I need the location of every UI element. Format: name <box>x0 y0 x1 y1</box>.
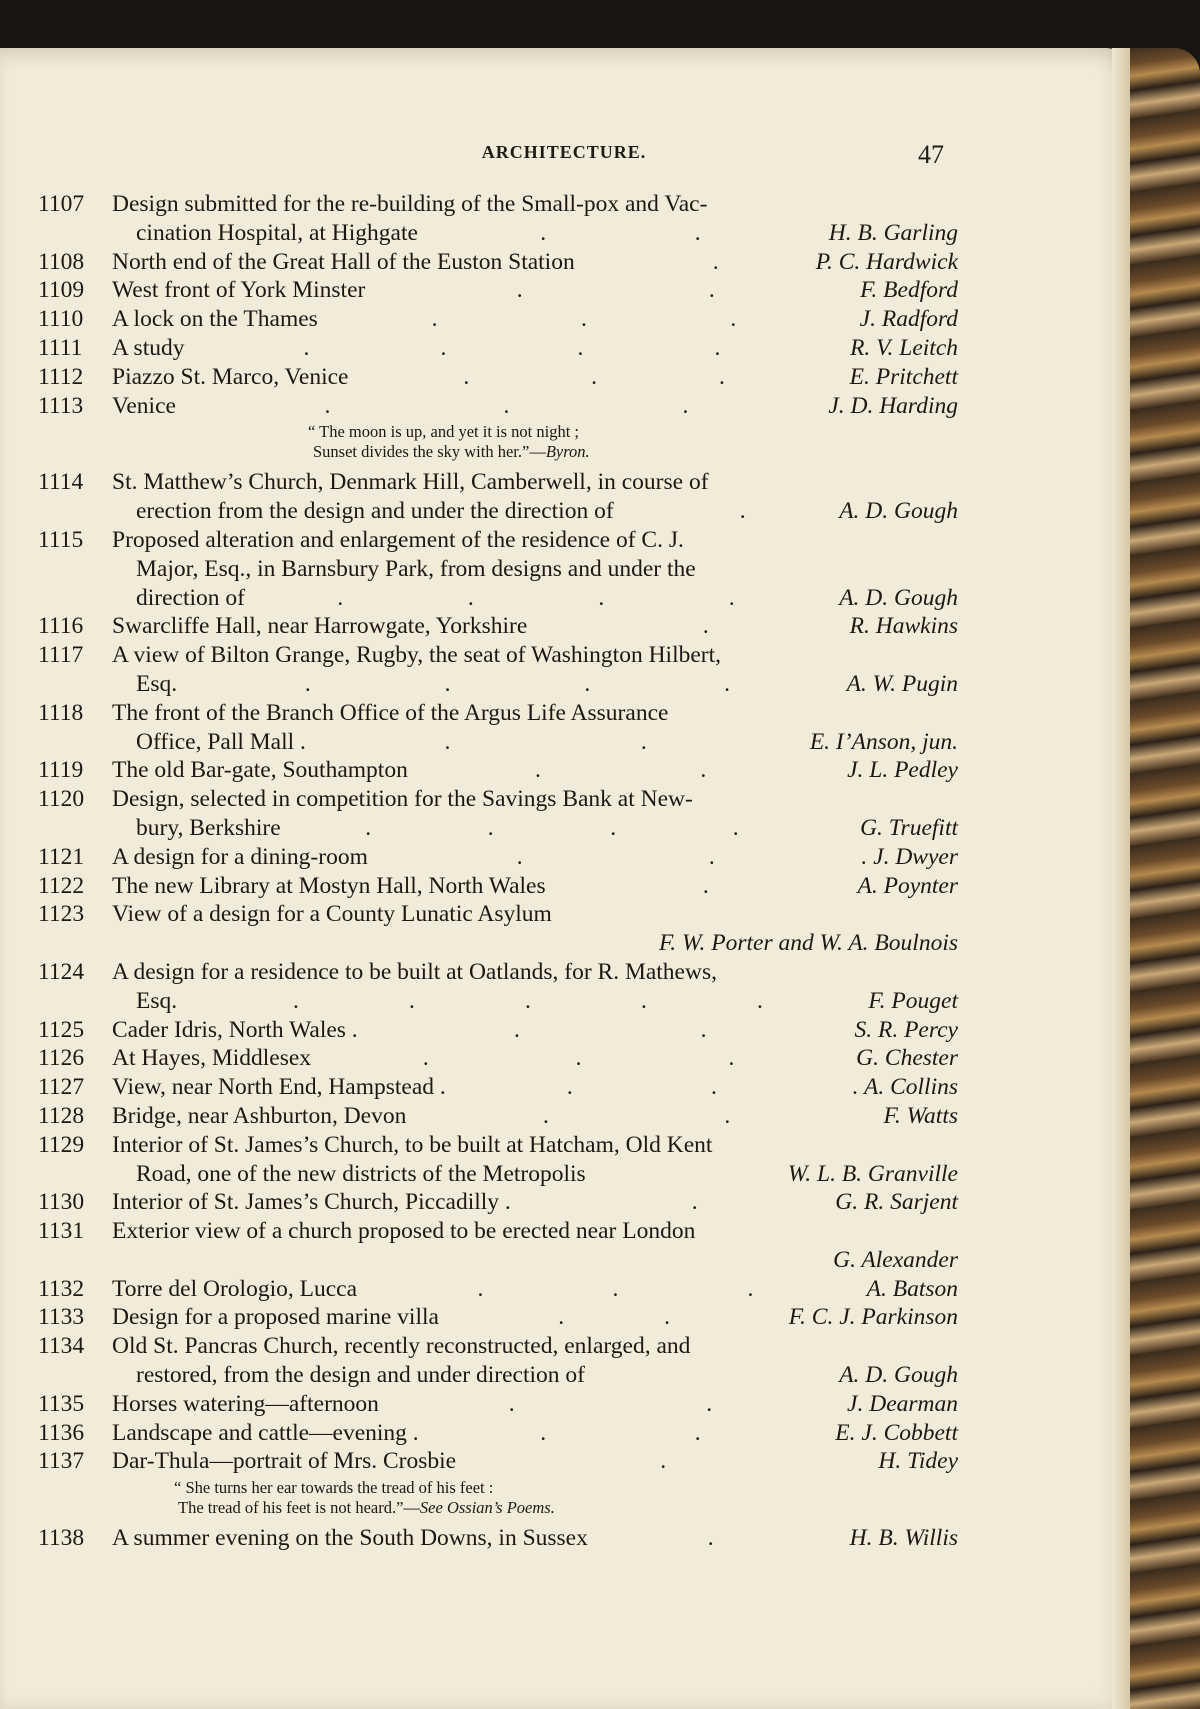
leader-dots: . . . . <box>337 584 735 611</box>
artist-name: F. C. J. Parkinson <box>788 1304 958 1331</box>
entry-title: View of a design for a County Lunatic Asylum <box>112 901 552 928</box>
artist-name: W. L. B. Granville <box>787 1160 958 1187</box>
leader-dots: . <box>702 872 709 899</box>
catalogue-entry <box>38 392 958 469</box>
entry-number: 1132 <box>38 1275 85 1302</box>
catalogue-entry <box>38 1303 958 1332</box>
entry-title: A lock on the Thames <box>112 306 318 333</box>
entry-line <box>38 363 958 392</box>
entry-line <box>38 785 958 814</box>
entry-title: Landscape and cattle—evening . <box>112 1419 419 1446</box>
entry-number: 1124 <box>38 958 85 985</box>
entry-number: 1108 <box>38 248 85 275</box>
catalogue-entry <box>38 958 958 1016</box>
artist-name: . A. Collins <box>852 1074 958 1101</box>
entry-title: At Hayes, Middlesex <box>112 1045 312 1072</box>
entry-title: Office, Pall Mall . <box>136 728 306 755</box>
entry-title: Interior of St. James’s Church, Piccadilly . <box>112 1189 511 1216</box>
leader-dots: . . . <box>463 363 725 390</box>
entry-line <box>38 1419 958 1448</box>
entry-line <box>38 276 958 305</box>
artist-name: R. Hawkins <box>849 613 958 640</box>
entry-title: Venice <box>112 392 176 419</box>
entry-title: St. Matthew’s Church, Denmark Hill, Camberwell, in course of <box>112 469 709 496</box>
entry-title: Design, selected in competition for the Savings Bank at New- <box>112 786 693 813</box>
catalogue-entry <box>38 641 958 699</box>
catalogue-entry <box>38 756 958 785</box>
entry-title: bury, Berkshire <box>136 814 281 841</box>
entry-number: 1136 <box>38 1419 85 1446</box>
entry-line <box>38 843 958 872</box>
entry-number: 1134 <box>38 1333 85 1360</box>
quote-text: Sunset divides the sky with her.”— <box>313 442 546 462</box>
entry-line <box>38 1016 958 1045</box>
entry-number: 1127 <box>38 1074 85 1101</box>
entry-line <box>38 699 958 728</box>
leader-dots: . . . . <box>304 670 730 697</box>
entry-title: Proposed alteration and enlargement of the residence of C. J. <box>112 526 684 553</box>
entry-line <box>38 1102 958 1131</box>
entry-line <box>38 612 958 641</box>
quote-line <box>38 442 958 462</box>
catalogue-entry <box>38 468 958 526</box>
entry-number: 1138 <box>38 1525 85 1552</box>
catalogue-entry <box>38 1447 958 1524</box>
entry-title: Cader Idris, North Wales . <box>112 1016 358 1043</box>
leader-dots: . . <box>508 1390 713 1417</box>
entry-title: Esq. <box>136 670 178 697</box>
quote-line: “ The moon is up, and yet it is not night ; <box>308 422 580 442</box>
entry-title: erection from the design and under the direction of <box>136 498 614 525</box>
leader-dots: . . <box>444 728 647 755</box>
artist-name: A. D. Gough <box>839 1362 958 1389</box>
leader-dots: . . <box>540 1419 701 1446</box>
entry-title: The front of the Branch Office of the Argus Life Assurance <box>112 699 669 726</box>
entry-number: 1114 <box>38 469 84 496</box>
entry-number: 1126 <box>38 1045 85 1072</box>
catalogue-entry <box>38 1390 958 1419</box>
entry-line <box>38 468 958 497</box>
quote-text: The tread of his feet is not heard.”— <box>178 1498 420 1518</box>
entry-title: direction of <box>136 584 245 611</box>
catalogue-entry <box>38 248 958 277</box>
entry-number: 1111 <box>38 334 83 361</box>
catalogue-entry <box>38 1419 958 1448</box>
epigraph-quote <box>38 420 958 468</box>
entry-line <box>38 1044 958 1073</box>
catalogue-entry <box>38 1217 958 1275</box>
leader-dots: . <box>739 498 746 525</box>
artist-name: H. B. Willis <box>849 1525 958 1552</box>
entry-line <box>38 1073 958 1102</box>
entry-line <box>38 1361 958 1390</box>
entry-line <box>38 756 958 785</box>
entry-title: North end of the Great Hall of the Euston Station <box>112 248 575 275</box>
entry-line <box>38 1160 958 1189</box>
artist-name: F. Bedford <box>860 277 958 304</box>
entry-title: A design for a dining-room <box>112 843 368 870</box>
entry-title: Major, Esq., in Barnsbury Park, from designs and under the <box>136 555 696 582</box>
entry-number: 1109 <box>38 277 85 304</box>
catalogue-entry <box>38 363 958 392</box>
artist-name: A. D. Gough <box>839 498 958 525</box>
artist-name: . J. Dwyer <box>861 843 958 870</box>
entry-number: 1107 <box>38 191 85 217</box>
entry-number: 1115 <box>38 526 84 553</box>
artist-name: H. Tidey <box>878 1448 958 1475</box>
entry-line <box>38 190 958 219</box>
leader-dots: . . <box>558 1304 670 1331</box>
catalogue-entry <box>38 1016 958 1045</box>
page-number: 47 <box>918 140 944 169</box>
artist-name: G. Chester <box>856 1045 958 1072</box>
entry-line <box>38 728 958 757</box>
entry-title: A design for a residence to be built at Oatlands, for R. Mathews, <box>112 958 717 985</box>
entry-title: Interior of St. James’s Church, to be built at Hatcham, Old Kent <box>112 1131 713 1158</box>
entry-line <box>38 1447 958 1476</box>
catalogue-entry <box>38 699 958 757</box>
entry-title: cination Hospital, at Highgate <box>136 219 418 246</box>
entry-title: Dar-Thula—portrait of Mrs. Crosbie <box>112 1448 457 1475</box>
artist-name: F. Pouget <box>868 987 958 1014</box>
entry-line <box>38 584 958 613</box>
entry-title: Design submitted for the re-building of the Small-pox and Vac- <box>112 191 708 217</box>
catalogue-entry <box>38 843 958 872</box>
leader-dots: . . . . . <box>293 987 763 1014</box>
catalogue-entry <box>38 190 958 248</box>
leader-dots: . <box>691 1189 698 1216</box>
leader-dots: . <box>702 613 709 640</box>
leader-dots: . . . . <box>303 334 721 361</box>
entry-line <box>38 1131 958 1160</box>
entry-title: Horses watering—afternoon <box>112 1390 379 1417</box>
catalogue-entry <box>38 1332 958 1390</box>
leader-dots: . . . <box>324 392 689 419</box>
artist-name: A. Poynter <box>857 872 958 899</box>
catalogue-entry <box>38 1073 958 1102</box>
catalogue-entry <box>38 334 958 363</box>
entry-title: Bridge, near Ashburton, Devon <box>112 1102 407 1129</box>
section-title: ARCHITECTURE. <box>481 142 647 162</box>
artist-name: J. L. Pedley <box>847 757 958 784</box>
entry-number: 1128 <box>38 1102 85 1129</box>
leader-dots: . . <box>516 843 715 870</box>
leader-dots: . . <box>566 1074 717 1101</box>
catalogue-entry <box>38 900 958 958</box>
entry-title: Old St. Pancras Church, recently reconstructed, enlarged, and <box>112 1333 691 1360</box>
entry-line <box>38 1390 958 1419</box>
leader-dots: . . . <box>431 306 737 333</box>
entry-title: Design for a proposed marine villa <box>112 1304 439 1331</box>
artist-name: P. C. Hardwick <box>815 248 958 275</box>
artist-name: G. Truefitt <box>860 814 958 841</box>
artist-name: A. W. Pugin <box>846 670 958 697</box>
leader-dots: . . <box>535 757 707 784</box>
entry-line <box>38 1332 958 1361</box>
running-head <box>0 140 1128 174</box>
artist-line <box>38 1246 958 1275</box>
artist-name: F. Watts <box>883 1102 958 1129</box>
catalogue-entry <box>38 872 958 901</box>
quote-source: Byron. <box>545 442 590 462</box>
artist-name: A. Batson <box>866 1275 958 1302</box>
quote-source: See Ossian’s Poems. <box>419 1498 555 1518</box>
entry-title: Road, one of the new districts of the Metropolis <box>136 1160 586 1187</box>
quote-line <box>38 1498 958 1518</box>
catalogue-entry <box>38 1524 958 1553</box>
entry-title: Esq. <box>136 987 178 1014</box>
entry-line <box>38 526 958 555</box>
artist-name: E. Pritchett <box>849 363 958 390</box>
entry-title: West front of York Minster <box>112 277 366 304</box>
leader-dots: . <box>660 1448 667 1475</box>
entry-line <box>38 1217 958 1246</box>
entry-line <box>38 900 958 929</box>
entry-number: 1137 <box>38 1448 85 1475</box>
catalogue-entry <box>38 305 958 334</box>
marbled-page-edge <box>1118 48 1200 1709</box>
leader-dots: . . . . <box>365 814 739 841</box>
entry-number: 1130 <box>38 1189 85 1216</box>
leader-dots: . <box>707 1525 714 1552</box>
quote-line: “ She turns her ear towards the tread of his feet : <box>174 1478 494 1498</box>
entry-title: A summer evening on the South Downs, in Sussex <box>112 1525 588 1552</box>
artist-name: S. R. Percy <box>854 1016 958 1043</box>
entry-line <box>38 392 958 421</box>
entry-line <box>38 1275 958 1304</box>
entry-number: 1116 <box>38 613 84 640</box>
entry-line <box>38 1303 958 1332</box>
entry-line <box>38 958 958 987</box>
entry-title: Piazzo St. Marco, Venice <box>112 363 349 390</box>
entry-line <box>38 305 958 334</box>
entry-title: The new Library at Mostyn Hall, North Wales <box>112 872 546 899</box>
entry-number: 1123 <box>38 901 85 928</box>
entry-number: 1117 <box>38 642 84 669</box>
entry-number: 1113 <box>38 392 84 419</box>
artist-name: G. R. Sarjent <box>835 1189 958 1216</box>
entry-number: 1122 <box>38 872 85 899</box>
entry-number: 1110 <box>38 306 84 333</box>
entry-number: 1133 <box>38 1304 85 1331</box>
artist-name: J. Radford <box>859 306 958 333</box>
artist-name: R. V. Leitch <box>850 334 958 361</box>
entry-title: restored, from the design and under direction of <box>136 1362 585 1389</box>
epigraph-quote <box>38 1476 958 1524</box>
catalogue-entry <box>38 1275 958 1304</box>
catalogue-entry <box>38 1188 958 1217</box>
entry-line <box>38 219 958 248</box>
leader-dots: . . <box>516 277 715 304</box>
entry-line <box>38 872 958 901</box>
leader-dots: . <box>712 248 719 275</box>
entry-number: 1135 <box>38 1390 85 1417</box>
entry-number: 1112 <box>38 363 84 390</box>
leader-dots: . . . <box>477 1275 754 1302</box>
artist-name: F. W. Porter and W. A. Boulnois <box>658 930 958 957</box>
entry-line <box>38 814 958 843</box>
entry-title: View, near North End, Hampstead . <box>112 1074 446 1101</box>
entry-line <box>38 248 958 277</box>
entry-title: Swarcliffe Hall, near Harrowgate, Yorkshire <box>112 613 528 640</box>
catalogue-entry <box>38 526 958 612</box>
entry-title: Torre del Orologio, Lucca <box>112 1275 358 1302</box>
catalogue-entry <box>38 1102 958 1131</box>
entry-line <box>38 641 958 670</box>
entry-title: The old Bar-gate, Southampton <box>112 757 408 784</box>
leader-dots: . . <box>543 1102 731 1129</box>
entry-line <box>38 555 958 584</box>
entry-line <box>38 987 958 1016</box>
catalogue-entry <box>38 1044 958 1073</box>
entry-line <box>38 1524 958 1553</box>
leader-dots: . . <box>540 219 701 246</box>
catalogue-entry <box>38 612 958 641</box>
catalogue-list <box>38 190 958 1553</box>
artist-name: H. B. Garling <box>828 219 958 246</box>
leader-dots: . . . <box>422 1045 735 1072</box>
catalogue-entry <box>38 785 958 843</box>
artist-line <box>38 929 958 958</box>
artist-name: J. D. Harding <box>828 392 958 419</box>
entry-title: A study <box>112 334 185 361</box>
catalogue-entry <box>38 276 958 305</box>
entry-title: A view of Bilton Grange, Rugby, the seat of Washington Hilbert, <box>112 642 722 669</box>
entry-number: 1131 <box>38 1218 85 1245</box>
catalogue-entry <box>38 1131 958 1189</box>
entry-number: 1118 <box>38 699 84 726</box>
entry-line <box>38 334 958 363</box>
artist-name: G. Alexander <box>833 1246 958 1273</box>
artist-name: E. J. Cobbett <box>835 1419 958 1446</box>
entry-number: 1120 <box>38 786 85 813</box>
entry-number: 1121 <box>38 843 85 870</box>
entry-number: 1125 <box>38 1016 85 1043</box>
entry-number: 1129 <box>38 1131 85 1158</box>
leader-dots: . . <box>513 1016 707 1043</box>
artist-name: E. I’Anson, jun. <box>809 728 958 755</box>
artist-name: A. D. Gough <box>839 584 958 611</box>
entry-number: 1119 <box>38 757 84 784</box>
entry-line <box>38 670 958 699</box>
entry-line <box>38 1188 958 1217</box>
entry-title: Exterior view of a church proposed to be erected near London <box>112 1218 696 1245</box>
page-edge-shadow <box>1112 48 1130 1709</box>
artist-name: J. Dearman <box>847 1390 958 1417</box>
entry-line <box>38 497 958 526</box>
